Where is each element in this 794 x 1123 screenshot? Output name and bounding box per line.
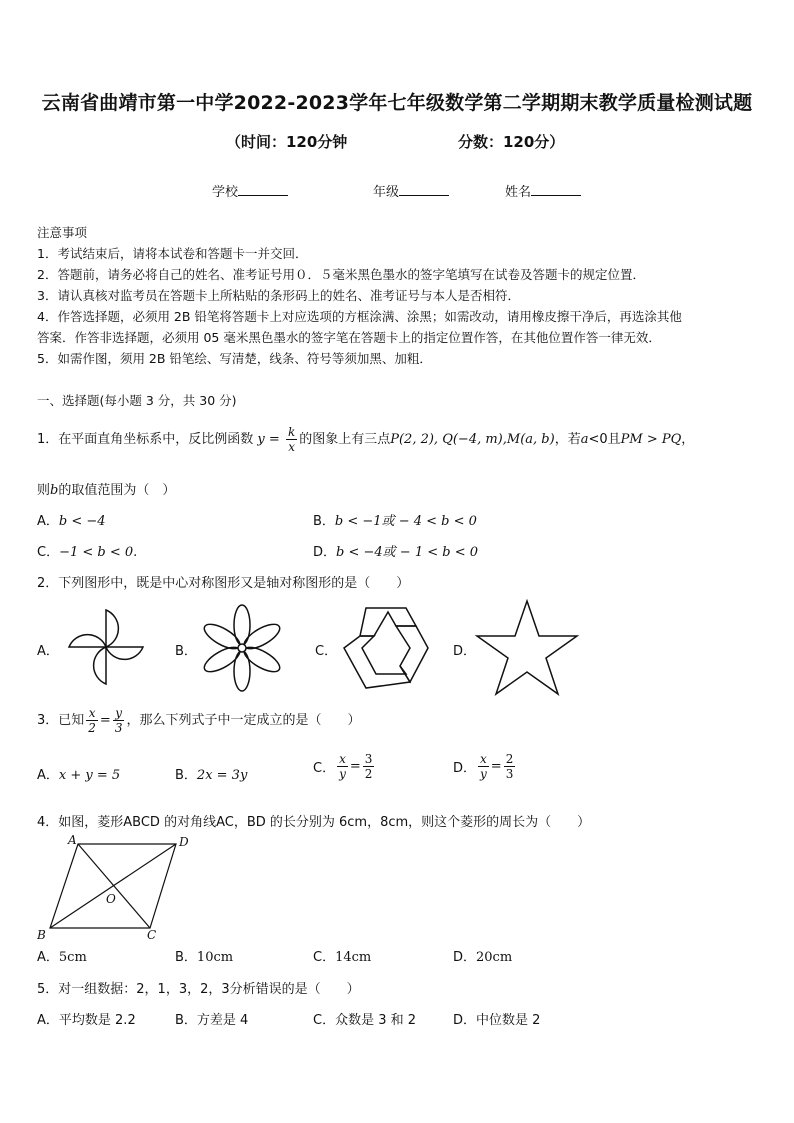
q5-option-c[interactable]: C．众数是 3 和 2 bbox=[313, 1013, 417, 1028]
vertex-c: C bbox=[147, 928, 157, 942]
note-item: 2．答题前，请务必将自己的姓名、准考证号用０．５毫米黑色墨水的签字笔填写在试卷及答题卡的规定位置． bbox=[37, 267, 645, 282]
q3-fraction-x: $\frac{x}{2}$ bbox=[88, 706, 96, 735]
hexagon-arrows-figure bbox=[338, 604, 434, 692]
note-item: 答案．作答非选择题，必须用 05 毫米黑色墨水的签字笔在答题卡上的指定位置作答，在其他位置作答一律无效． bbox=[37, 330, 661, 345]
rhombus-figure bbox=[34, 832, 204, 942]
q3-option-d[interactable]: D． $\frac{x}{y}$ = $\frac{2}{3}$ bbox=[453, 752, 514, 781]
question-5: 5．对一组数据：2，1，3，2，3分析错误的是（ ） bbox=[37, 982, 360, 997]
vertex-d: D bbox=[179, 835, 189, 849]
name-field[interactable] bbox=[505, 181, 581, 200]
question-2: 2．下列图形中，既是中心对称图形又是轴对称图形的是（ ） bbox=[37, 576, 410, 591]
school-label: 学校 bbox=[212, 185, 239, 200]
school-blank[interactable] bbox=[238, 183, 288, 196]
q2-option-b[interactable]: B． bbox=[175, 644, 197, 659]
vertex-a: A bbox=[68, 833, 77, 847]
q2-option-a[interactable]: A． bbox=[37, 644, 59, 659]
q1-condition: PM > PQ bbox=[620, 432, 682, 447]
question-3: 3．已知 $\frac{x}{2}$ = $\frac{y}{3}$ ，那么下列式子中一定成立的是（ ） bbox=[37, 706, 361, 735]
q1-function: y = bbox=[257, 432, 280, 447]
pinwheel-figure bbox=[63, 604, 149, 690]
grade-blank[interactable] bbox=[399, 183, 449, 196]
q4-option-a[interactable]: A．5cm bbox=[37, 950, 87, 965]
exam-time: （时间：120分钟 bbox=[226, 133, 348, 151]
q1-option-c[interactable]: C．−1 < b < 0. bbox=[37, 545, 138, 560]
exam-score: 分数：120分） bbox=[458, 133, 565, 151]
note-item: 5．如需作图，须用 2B 铅笔绘、写清楚，线条、符号等须加黑、加粗． bbox=[37, 351, 432, 366]
q4-option-c[interactable]: C．14cm bbox=[313, 950, 372, 965]
q1-option-b[interactable]: B．b < −1或 − 4 < b < 0 bbox=[313, 514, 477, 529]
note-item: 3．请认真核对监考员在答题卡上所粘贴的条形码上的姓名、准考证号与本人是否相符． bbox=[37, 288, 520, 303]
q4-option-d[interactable]: D．20cm bbox=[453, 950, 513, 965]
q5-option-d[interactable]: D．中位数是 2 bbox=[453, 1013, 541, 1028]
note-item: 4．作答选择题，必须用 2B 铅笔将答题卡上对应选项的方框涂满、涂黑；如需改动，请用橡皮擦干净后，再选涂其他 bbox=[37, 309, 682, 324]
flower-figure bbox=[200, 602, 284, 694]
q3-option-b[interactable]: B．2x = 3y bbox=[175, 768, 248, 783]
school-field[interactable] bbox=[212, 181, 288, 200]
vertex-o: O bbox=[106, 892, 116, 906]
q3-fraction-y: $\frac{y}{3}$ bbox=[114, 706, 123, 735]
vertex-b: B bbox=[37, 928, 46, 942]
q1-option-a[interactable]: A．b < −4 bbox=[37, 514, 106, 529]
name-label: 姓名 bbox=[505, 185, 532, 200]
q1-points: P(2, 2), Q(−4, m),M(a, b) bbox=[390, 432, 555, 447]
q1-text: 的图象上有三点 bbox=[299, 432, 391, 447]
q3-option-c[interactable]: C． $\frac{x}{y}$ = $\frac{3}{2}$ bbox=[313, 752, 373, 781]
star-figure bbox=[474, 599, 580, 697]
q1-text: 1．在平面直角坐标系中，反比例函数 bbox=[37, 432, 254, 447]
question-4: 4．如图，菱形ABCD 的对角线AC，BD 的长分别为 6cm，8cm，则这个菱形的周长为（ ） bbox=[37, 815, 591, 830]
q5-option-a[interactable]: A．平均数是 2.2 bbox=[37, 1013, 136, 1028]
q5-option-b[interactable]: B．方差是 4 bbox=[175, 1013, 249, 1028]
q1-option-d[interactable]: D．b < −4或 − 1 < b < 0 bbox=[313, 545, 478, 560]
question-1: 1．在平面直角坐标系中，反比例函数 y = $\frac{k}{x}$ 的图象上有三点P(2, 2), Q(−4, m),M(a, b)，若a<0且PM > PQ， bbox=[37, 425, 695, 454]
notes-heading: 注意事项 bbox=[37, 225, 88, 240]
question-1-line2: 则b的取值范围为（ ） bbox=[37, 483, 176, 498]
q1-fraction: $\frac{k}{x}$ bbox=[287, 425, 296, 454]
note-item: 1．考试结束后，请将本试卷和答题卡一并交回． bbox=[37, 246, 308, 261]
q3-option-a[interactable]: A．x + y = 5 bbox=[37, 768, 121, 783]
name-blank[interactable] bbox=[531, 183, 581, 196]
exam-title: 云南省曲靖市第一中学2022-2023学年七年级数学第二学期期末教学质量检测试题 bbox=[41, 92, 753, 114]
section-heading: 一、选择题(每小题 3 分，共 30 分) bbox=[37, 393, 237, 408]
q4-option-b[interactable]: B．10cm bbox=[175, 950, 234, 965]
q2-option-c[interactable]: C． bbox=[315, 644, 338, 659]
grade-label: 年级 bbox=[373, 185, 400, 200]
q2-option-d[interactable]: D． bbox=[453, 644, 477, 659]
grade-field[interactable] bbox=[373, 181, 449, 200]
